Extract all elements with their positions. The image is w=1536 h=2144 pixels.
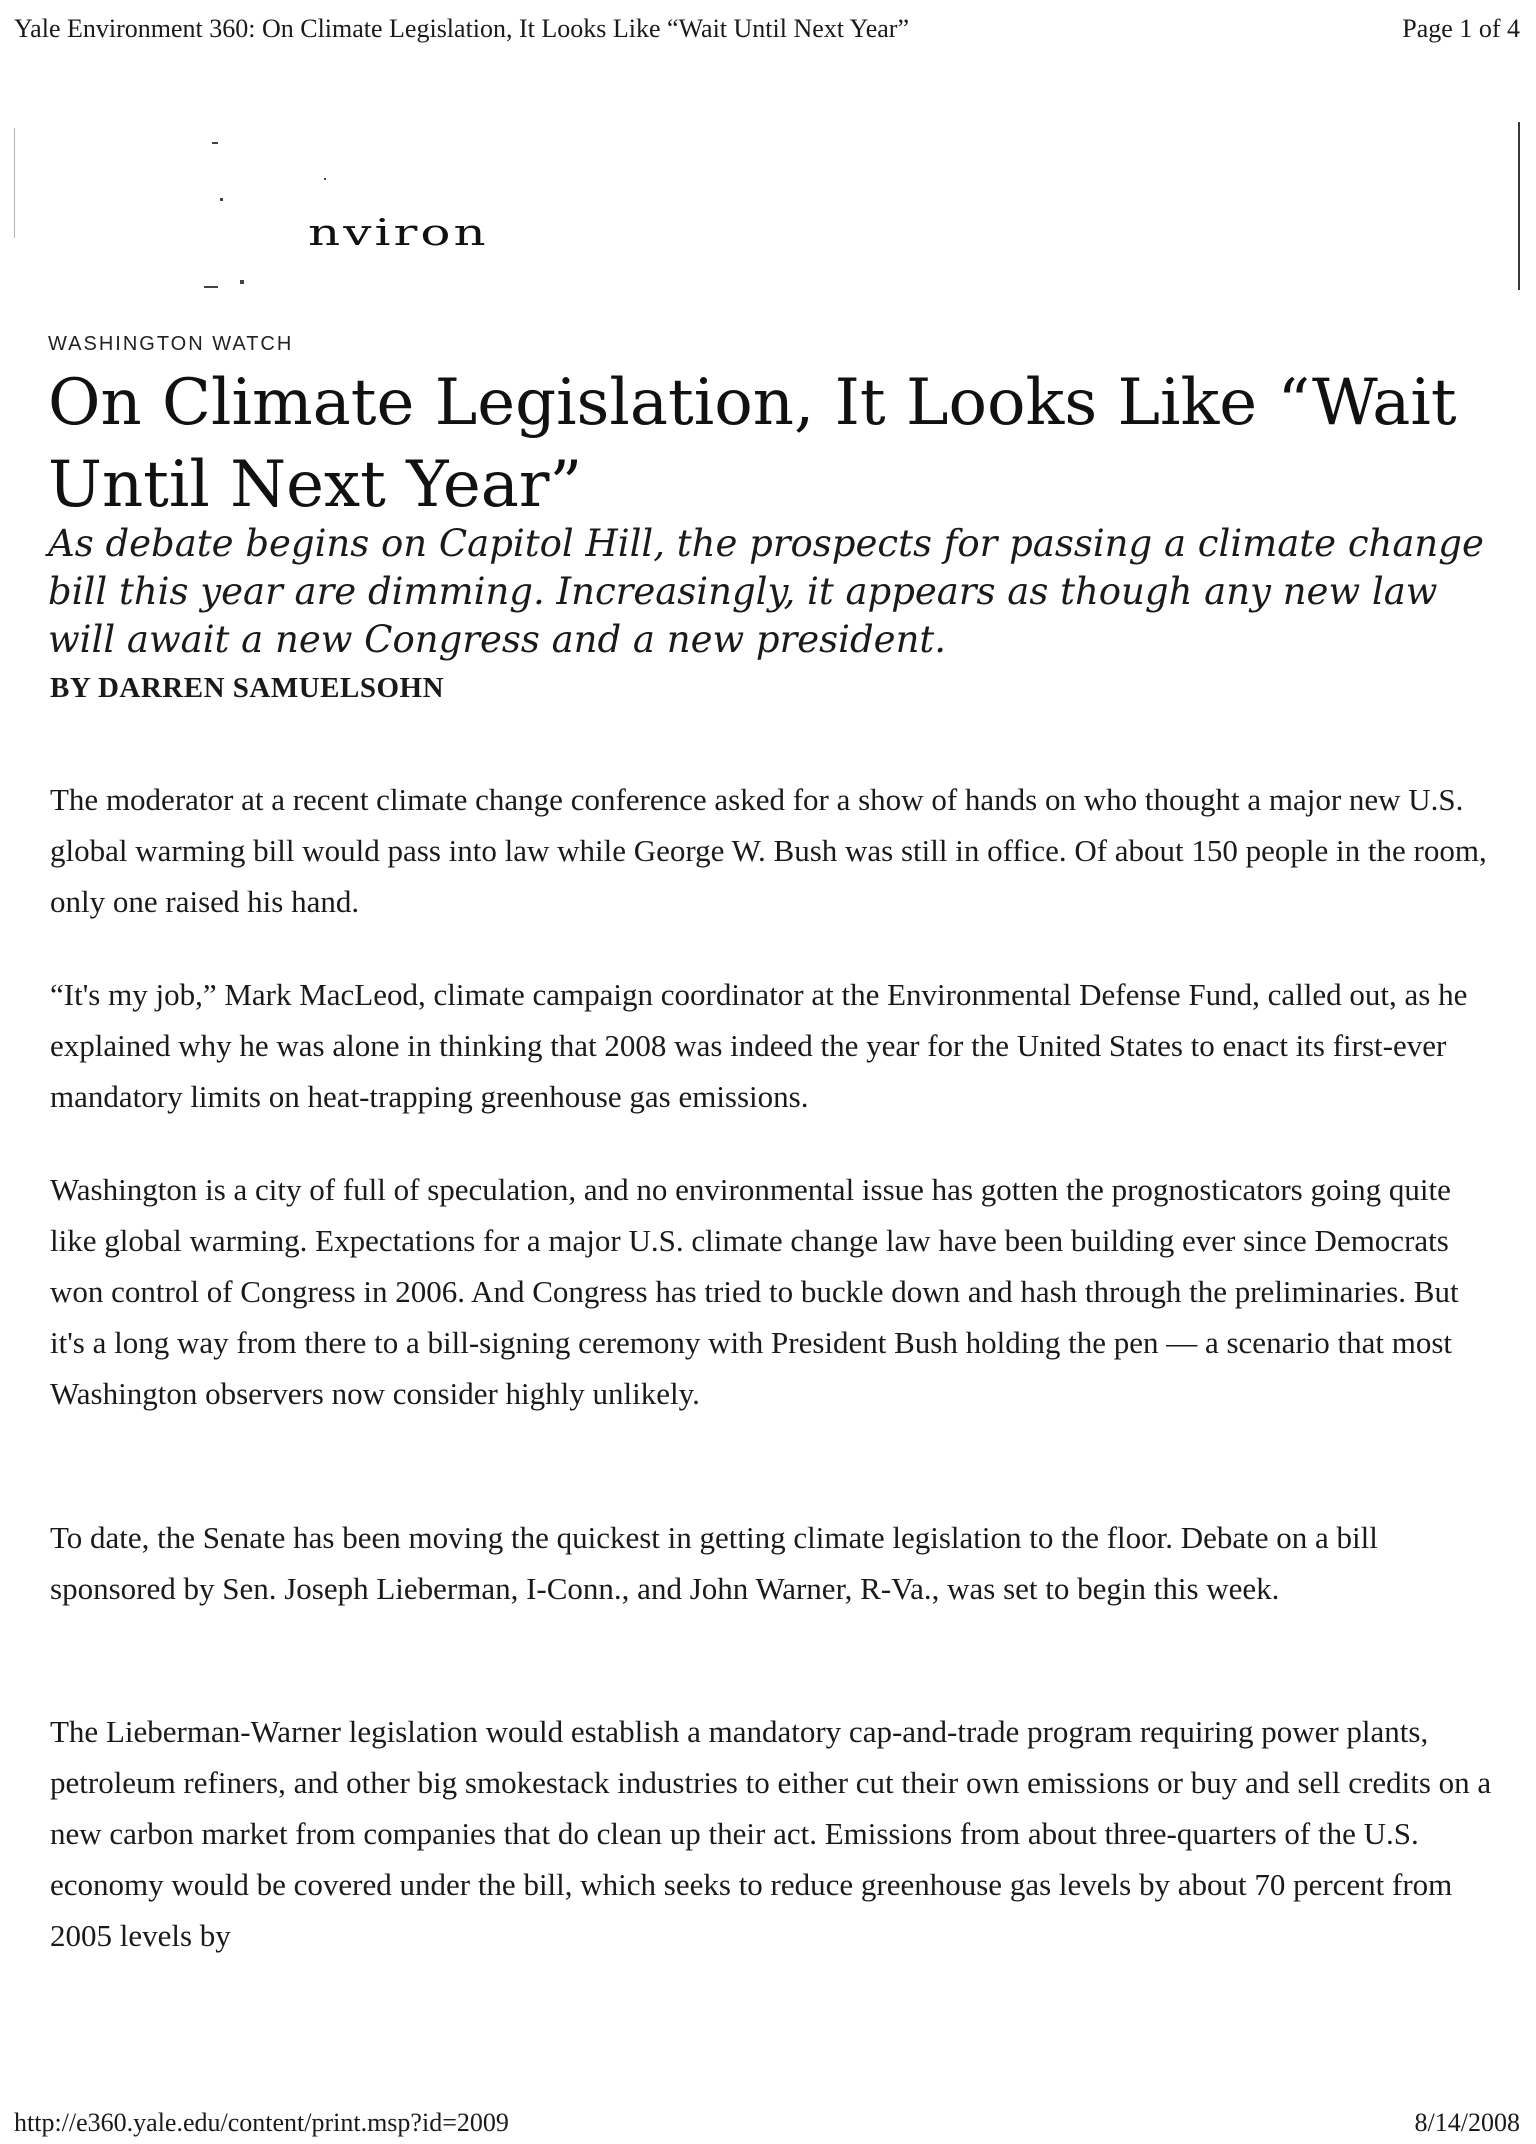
article-paragraph: “It's my job,” Mark MacLeod, climate campaign coordinator at the Environmental Defense Fund, called out, as he explained why he was alone in thinking that 2008 was indeed the year for the United States to enact its first-ever mandatory limits on heat-trapping greenhouse gas emissions. [50, 977, 1468, 1114]
scan-speck [204, 286, 218, 288]
section-kicker: WASHINGTON WATCH [48, 333, 294, 355]
article-dek: As debate begins on Capitol Hill, the prospects for passing a climate change bill this year are dimming. Increasingly, it appears as though any new law will await a new Congress and a new president. [48, 522, 1484, 661]
scan-speck [324, 178, 326, 180]
print-footer-date: 8/14/2008 [1414, 2108, 1520, 2137]
article-paragraph: The Lieberman-Warner legislation would establish a mandatory cap-and-trade program requiring power plants, petroleum refiners, and other big smokestack industries to either cut their own emissions or buy and sell credits on a new carbon market from companies that do clean up their act. Emissions from about three-quarters of the U.S. economy would be covered under the bill, which seeks to reduce greenhouse gas levels by about 70 percent from 2005 levels by [50, 1714, 1492, 1953]
article-paragraph: Washington is a city of full of speculation, and no environmental issue has gotten the prognosticators going quite like global warming. Expectations for a major U.S. climate change law have been building ever since Democrats won control of Congress in 2006. And Congress has tried to buckle down and hash through the preliminaries. But it's a long way from there to a bill-signing ceremony with President Bush holding the pen — a scenario that most Washington observers now consider highly unlikely. [50, 1172, 1459, 1411]
print-footer-url: http://e360.yale.edu/content/print.msp?id=2009 [14, 2108, 509, 2137]
site-logo-area [8, 118, 1520, 298]
article-paragraph: To date, the Senate has been moving the quickest in getting climate legislation to the floor. Debate on a bill sponsored by Sen. Joseph Lieberman, I-Conn., and John Warner, R-Va., was set to begin this week. [50, 1520, 1378, 1606]
print-header-title: Yale Environment 360: On Climate Legislation, It Looks Like “Wait Until Next Year” [14, 14, 910, 43]
article-headline: On Climate Legislation, It Looks Like “Wait Until Next Year” [48, 366, 1457, 522]
scan-right-rule [1518, 122, 1520, 290]
scan-speck [220, 198, 223, 201]
article-byline: BY DARREN SAMUELSOHN [50, 672, 445, 704]
scan-speck [240, 280, 244, 284]
article-paragraph: The moderator at a recent climate change conference asked for a show of hands on who thought a major new U.S. global warming bill would pass into law while George W. Bush was still in office. Of about 150 people in the room, only one raised his hand. [50, 782, 1487, 919]
print-header-page-number: Page 1 of 4 [1402, 14, 1520, 43]
logo-wordmark: nviron [308, 212, 489, 254]
scan-speck [212, 142, 218, 144]
scan-left-rule [14, 128, 15, 238]
